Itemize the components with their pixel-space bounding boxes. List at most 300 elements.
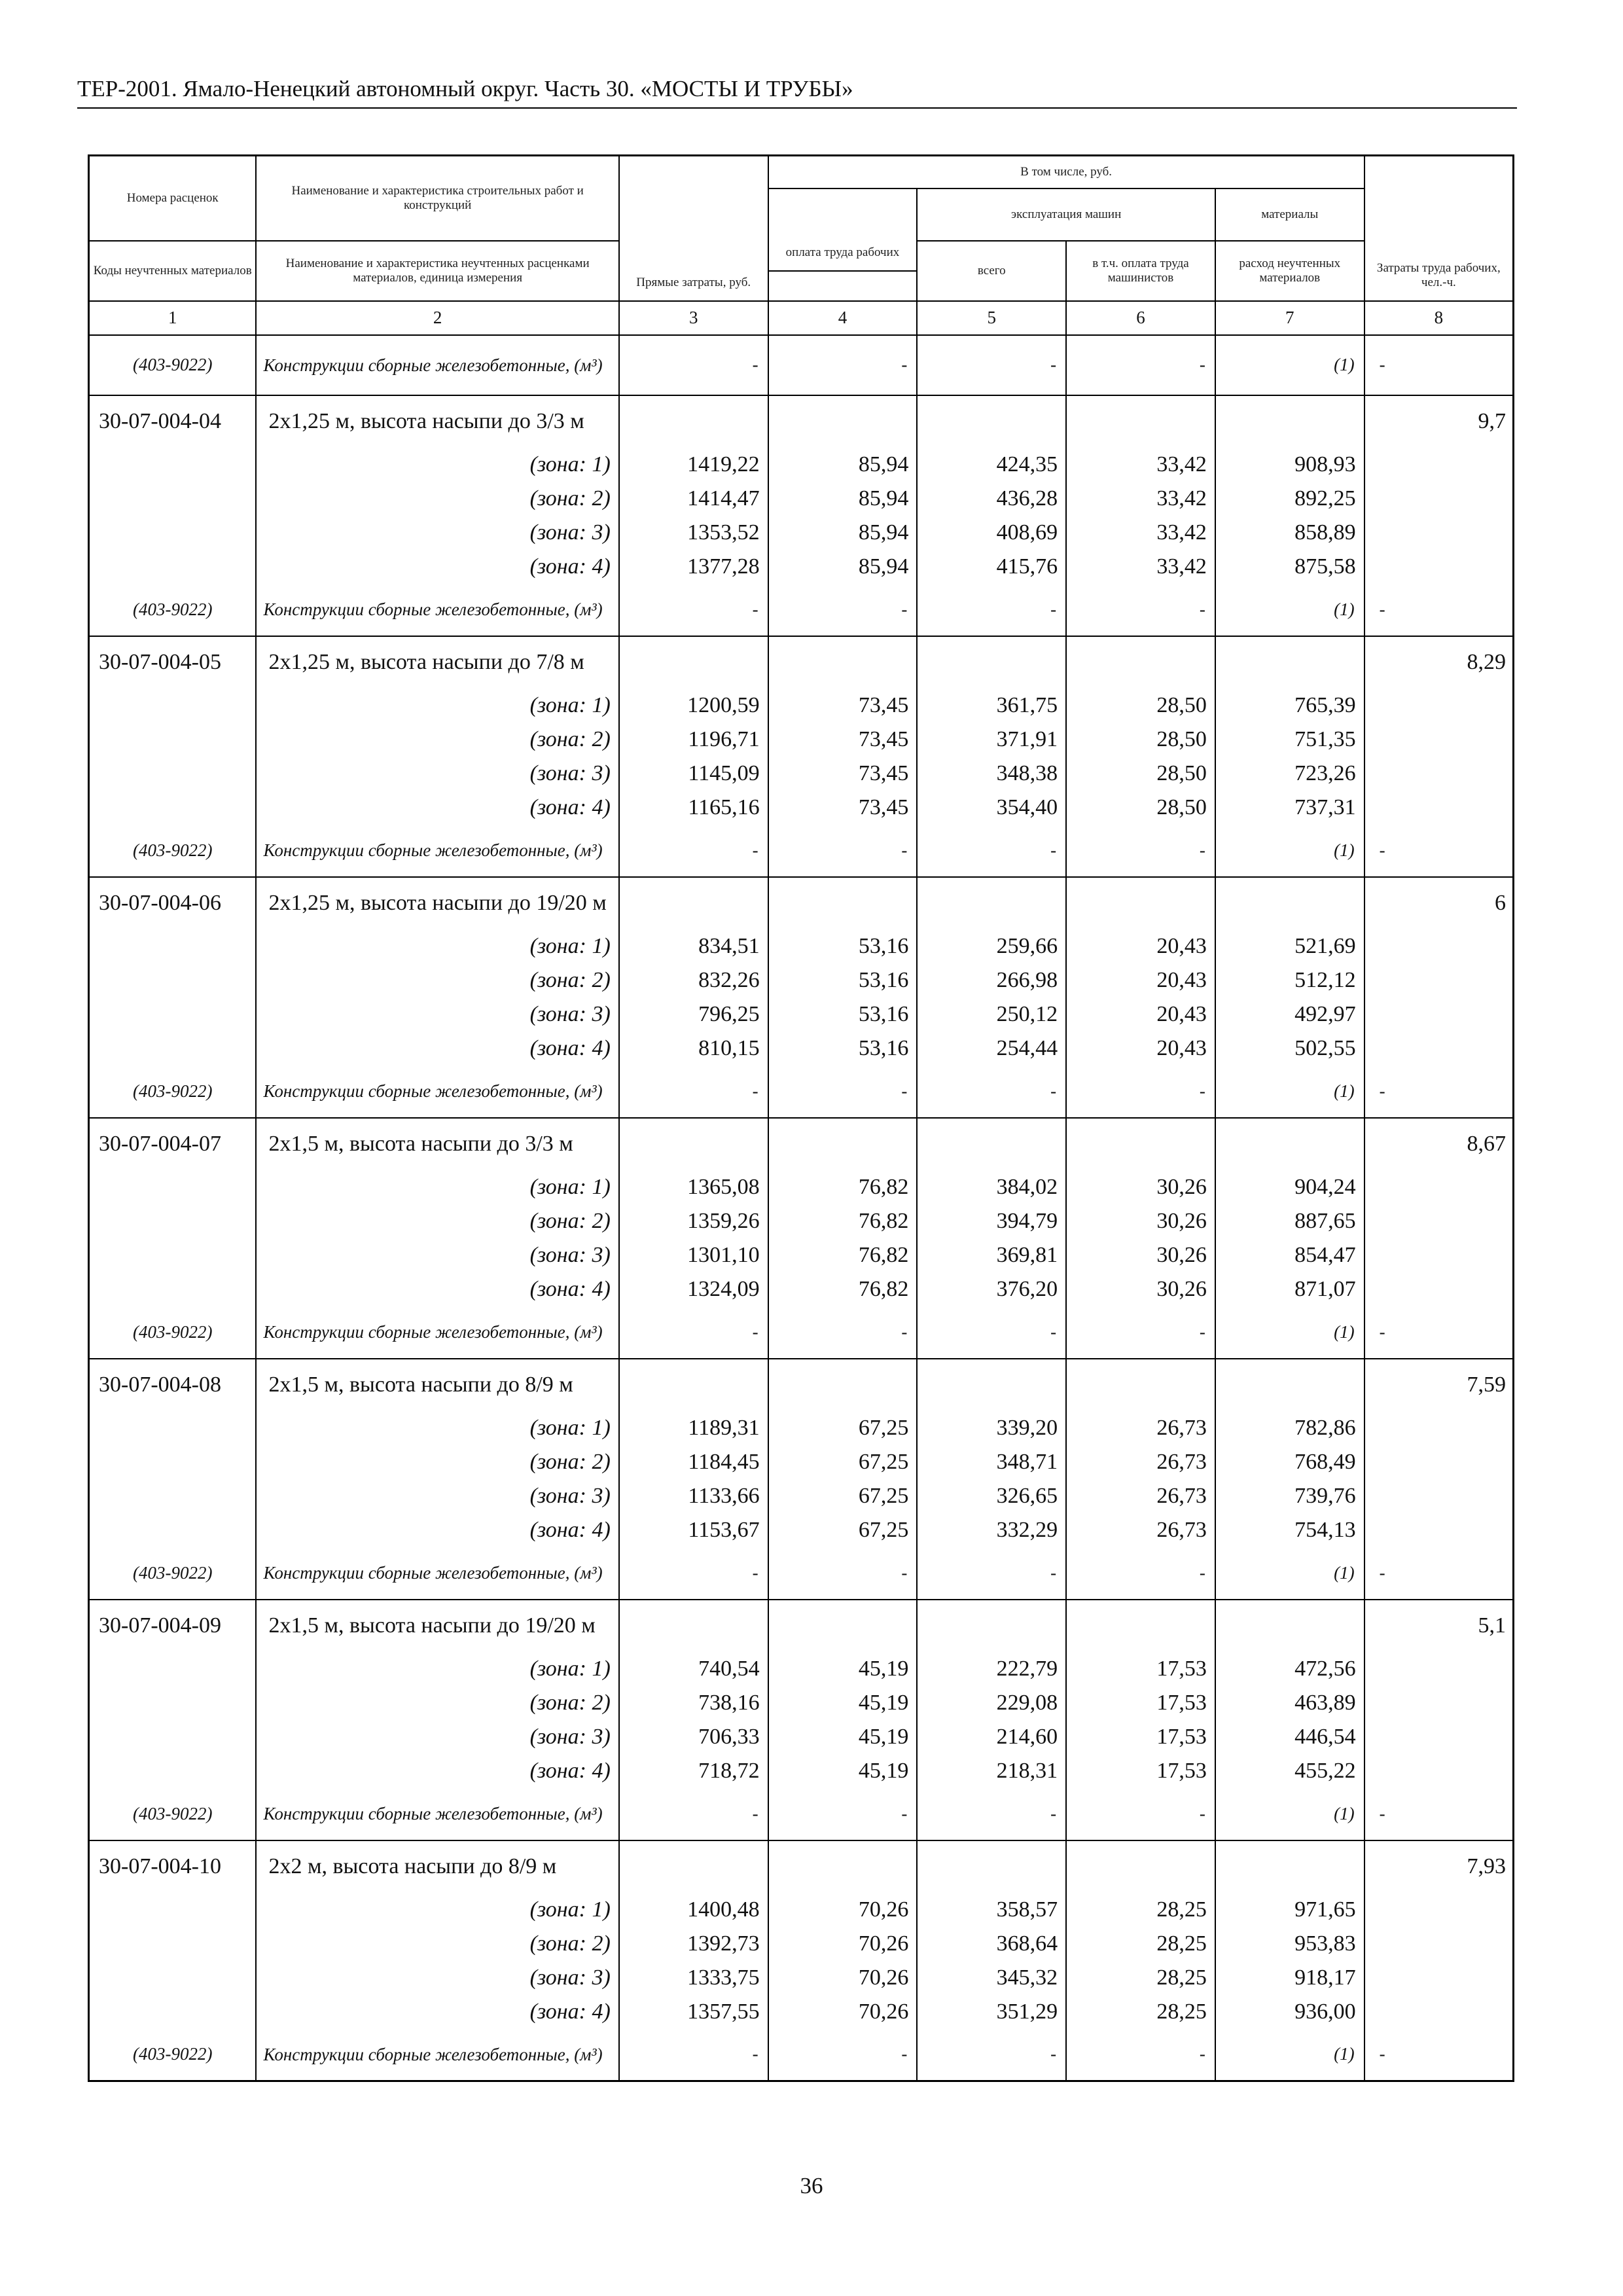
- direct-cost: 1301,10: [619, 1238, 768, 1272]
- direct-cost: 740,54: [619, 1652, 768, 1686]
- material-consumption: (1): [1215, 1306, 1364, 1359]
- labor-cost: 8,29: [1364, 636, 1514, 825]
- header-mat-name: Наименование и характеристика неучтенных расценками материалов, единица измерения: [256, 241, 618, 301]
- materials-cost: 936,00: [1215, 1995, 1364, 2029]
- material-labor: -: [1364, 1066, 1514, 1118]
- materials-cost: 472,56: [1215, 1652, 1364, 1686]
- zone-label: (зона: 2): [256, 482, 618, 516]
- material-consumption: (1): [1215, 584, 1364, 636]
- operator-pay: 20,43: [1066, 963, 1215, 997]
- work-name: 2х1,5 м, высота насыпи до 19/20 м: [256, 1600, 618, 1652]
- worker-pay: 76,82: [768, 1170, 918, 1204]
- operator-pay: 28,25: [1066, 1995, 1215, 2029]
- material-operator: -: [1066, 1066, 1215, 1118]
- material-labor: -: [1364, 1788, 1514, 1840]
- rate-code: 30-07-004-09: [89, 1600, 257, 1652]
- material-operator: -: [1066, 2029, 1215, 2081]
- material-consumption: (1): [1215, 2029, 1364, 2081]
- machines-total: 348,38: [917, 757, 1066, 791]
- labor-cost: 6: [1364, 877, 1514, 1066]
- machines-total: 326,65: [917, 1479, 1066, 1513]
- work-name: 2х1,5 м, высота насыпи до 3/3 м: [256, 1118, 618, 1170]
- rate-code: 30-07-004-04: [89, 395, 257, 448]
- worker-pay: 53,16: [768, 1031, 918, 1066]
- zone-row: [89, 1411, 1514, 1445]
- operator-pay: 26,73: [1066, 1445, 1215, 1479]
- machines-total: 371,91: [917, 723, 1066, 757]
- worker-pay: 45,19: [768, 1652, 918, 1686]
- zone-row: [89, 997, 1514, 1031]
- worker-pay: 70,26: [768, 1961, 918, 1995]
- materials-cost: 918,17: [1215, 1961, 1364, 1995]
- col-number: 4: [768, 301, 918, 335]
- material-direct: -: [619, 1788, 768, 1840]
- material-machines: -: [917, 1066, 1066, 1118]
- zone-label: (зона: 4): [256, 791, 618, 825]
- operator-pay: 17,53: [1066, 1720, 1215, 1754]
- header-work-name: Наименование и характеристика строительных работ и конструкций: [256, 156, 618, 241]
- zone-label: (зона: 2): [256, 723, 618, 757]
- zone-label: (зона: 1): [256, 1411, 618, 1445]
- worker-pay: 53,16: [768, 929, 918, 963]
- materials-cost: 871,07: [1215, 1272, 1364, 1306]
- zone-row: [89, 1754, 1514, 1788]
- worker-pay: 70,26: [768, 1893, 918, 1927]
- worker-pay: 76,82: [768, 1204, 918, 1238]
- header-rate-numbers: Номера расценок: [89, 156, 257, 241]
- worker-pay: 73,45: [768, 689, 918, 723]
- labor-cost: 8,67: [1364, 1118, 1514, 1306]
- header-operator-pay: в т.ч. оплата труда машинистов: [1066, 241, 1215, 301]
- material-labor: -: [1364, 2029, 1514, 2081]
- operator-pay: 33,42: [1066, 550, 1215, 584]
- direct-cost: 1133,66: [619, 1479, 768, 1513]
- zone-row: [89, 1238, 1514, 1272]
- operator-pay: 30,26: [1066, 1238, 1215, 1272]
- material-direct: -: [619, 1547, 768, 1600]
- material-pay: -: [768, 1066, 918, 1118]
- zone-row: [89, 550, 1514, 584]
- zone-row: [89, 929, 1514, 963]
- operator-pay: 26,73: [1066, 1513, 1215, 1547]
- material-code: (403-9022): [89, 825, 257, 877]
- col-number: 2: [256, 301, 618, 335]
- zone-row: [89, 448, 1514, 482]
- machines-total: 339,20: [917, 1411, 1066, 1445]
- direct-cost: 1419,22: [619, 448, 768, 482]
- worker-pay: 67,25: [768, 1445, 918, 1479]
- col-number: 8: [1364, 301, 1514, 335]
- material-direct: -: [619, 584, 768, 636]
- material-name: Конструкции сборные железобетонные, (м³): [256, 1788, 618, 1840]
- materials-cost: 971,65: [1215, 1893, 1364, 1927]
- material-code: (403-9022): [89, 2029, 257, 2081]
- operator-pay: 28,25: [1066, 1927, 1215, 1961]
- machines-total: 345,32: [917, 1961, 1066, 1995]
- material-pay: -: [768, 1547, 918, 1600]
- header-mat-consumption: расход неучтенных материалов: [1215, 241, 1364, 301]
- labor-cost: 5,1: [1364, 1600, 1514, 1788]
- worker-pay: 67,25: [768, 1479, 918, 1513]
- direct-cost: 718,72: [619, 1754, 768, 1788]
- worker-pay: 45,19: [768, 1720, 918, 1754]
- zone-label: (зона: 2): [256, 963, 618, 997]
- machines-total: 384,02: [917, 1170, 1066, 1204]
- materials-cost: 455,22: [1215, 1754, 1364, 1788]
- materials-cost: 768,49: [1215, 1445, 1364, 1479]
- direct-cost: 1324,09: [619, 1272, 768, 1306]
- zone-row: [89, 1513, 1514, 1547]
- material-labor: -: [1364, 825, 1514, 877]
- machines-total: 358,57: [917, 1893, 1066, 1927]
- worker-pay: 67,25: [768, 1513, 918, 1547]
- rates-table: [88, 154, 1514, 2082]
- direct-cost: 1414,47: [619, 482, 768, 516]
- worker-pay: 73,45: [768, 791, 918, 825]
- machines-total: 376,20: [917, 1272, 1066, 1306]
- material-row: [89, 2029, 1514, 2081]
- materials-cost: 751,35: [1215, 723, 1364, 757]
- material-operator: -: [1066, 335, 1215, 395]
- material-pay: -: [768, 825, 918, 877]
- operator-pay: 20,43: [1066, 929, 1215, 963]
- material-pay: -: [768, 335, 918, 395]
- direct-cost: 1353,52: [619, 516, 768, 550]
- material-row: [89, 1788, 1514, 1840]
- work-name: 2х1,5 м, высота насыпи до 8/9 м: [256, 1359, 618, 1411]
- operator-pay: 33,42: [1066, 448, 1215, 482]
- header-materials: материалы: [1215, 188, 1364, 241]
- machines-total: 254,44: [917, 1031, 1066, 1066]
- zone-label: (зона: 2): [256, 1927, 618, 1961]
- machines-total: 361,75: [917, 689, 1066, 723]
- direct-cost: 1145,09: [619, 757, 768, 791]
- page-header: ТЕР-2001. Ямало-Ненецкий автономный округ. Часть 30. «МОСТЫ И ТРУБЫ»: [77, 73, 1517, 109]
- machines-total: 369,81: [917, 1238, 1066, 1272]
- zone-label: (зона: 4): [256, 1272, 618, 1306]
- zone-label: (зона: 3): [256, 1238, 618, 1272]
- materials-cost: 887,65: [1215, 1204, 1364, 1238]
- worker-pay: 70,26: [768, 1927, 918, 1961]
- material-name: Конструкции сборные железобетонные, (м³): [256, 2029, 618, 2081]
- materials-cost: 446,54: [1215, 1720, 1364, 1754]
- material-pay: -: [768, 1788, 918, 1840]
- zone-label: (зона: 4): [256, 1754, 618, 1788]
- direct-cost: 1365,08: [619, 1170, 768, 1204]
- materials-cost: 892,25: [1215, 482, 1364, 516]
- machines-total: 408,69: [917, 516, 1066, 550]
- rate-code: 30-07-004-05: [89, 636, 257, 689]
- machines-total: 415,76: [917, 550, 1066, 584]
- material-row: [89, 584, 1514, 636]
- material-direct: -: [619, 825, 768, 877]
- material-machines: -: [917, 1788, 1066, 1840]
- machines-total: 424,35: [917, 448, 1066, 482]
- material-row: [89, 1547, 1514, 1600]
- material-code: (403-9022): [89, 1306, 257, 1359]
- machines-total: 218,31: [917, 1754, 1066, 1788]
- zone-row: [89, 1445, 1514, 1479]
- zone-label: (зона: 4): [256, 1513, 618, 1547]
- material-name: Конструкции сборные железобетонные, (м³): [256, 1066, 618, 1118]
- direct-cost: 1333,75: [619, 1961, 768, 1995]
- material-name: Конструкции сборные железобетонные, (м³): [256, 825, 618, 877]
- zone-label: (зона: 3): [256, 516, 618, 550]
- work-name: 2х1,25 м, высота насыпи до 19/20 м: [256, 877, 618, 929]
- header-direct-costs: Прямые затраты, руб.: [619, 156, 768, 301]
- zone-row: [89, 689, 1514, 723]
- col-number: 3: [619, 301, 768, 335]
- materials-cost: 765,39: [1215, 689, 1364, 723]
- material-operator: -: [1066, 825, 1215, 877]
- materials-cost: 512,12: [1215, 963, 1364, 997]
- materials-cost: 492,97: [1215, 997, 1364, 1031]
- work-name: 2х1,25 м, высота насыпи до 7/8 м: [256, 636, 618, 689]
- zone-row: [89, 1031, 1514, 1066]
- worker-pay: 67,25: [768, 1411, 918, 1445]
- material-consumption: (1): [1215, 825, 1364, 877]
- machines-total: 351,29: [917, 1995, 1066, 2029]
- direct-cost: 1165,16: [619, 791, 768, 825]
- material-machines: -: [917, 1306, 1066, 1359]
- material-direct: -: [619, 2029, 768, 2081]
- header-mat-codes: Коды неучтенных материалов: [89, 241, 257, 301]
- direct-cost: 1400,48: [619, 1893, 768, 1927]
- machines-total: 229,08: [917, 1686, 1066, 1720]
- operator-pay: 33,42: [1066, 516, 1215, 550]
- material-operator: -: [1066, 1547, 1215, 1600]
- operator-pay: 28,50: [1066, 723, 1215, 757]
- worker-pay: 73,45: [768, 723, 918, 757]
- rate-code: 30-07-004-10: [89, 1840, 257, 1893]
- zone-label: (зона: 1): [256, 1893, 618, 1927]
- material-direct: -: [619, 1306, 768, 1359]
- zone-row: [89, 1893, 1514, 1927]
- material-labor: -: [1364, 1306, 1514, 1359]
- direct-cost: 1184,45: [619, 1445, 768, 1479]
- direct-cost: 834,51: [619, 929, 768, 963]
- rate-code: 30-07-004-08: [89, 1359, 257, 1411]
- materials-cost: 908,93: [1215, 448, 1364, 482]
- operator-pay: 20,43: [1066, 1031, 1215, 1066]
- worker-pay: 85,94: [768, 550, 918, 584]
- worker-pay: 45,19: [768, 1754, 918, 1788]
- worker-pay: 85,94: [768, 482, 918, 516]
- material-operator: -: [1066, 1788, 1215, 1840]
- material-row: [89, 1066, 1514, 1118]
- machines-total: 214,60: [917, 1720, 1066, 1754]
- direct-cost: 796,25: [619, 997, 768, 1031]
- direct-cost: 810,15: [619, 1031, 768, 1066]
- machines-total: 250,12: [917, 997, 1066, 1031]
- machines-total: 354,40: [917, 791, 1066, 825]
- material-pay: -: [768, 584, 918, 636]
- zone-label: (зона: 1): [256, 689, 618, 723]
- work-name: 2х1,25 м, высота насыпи до 3/3 м: [256, 395, 618, 448]
- zone-row: [89, 1652, 1514, 1686]
- worker-pay: 70,26: [768, 1995, 918, 2029]
- zone-label: (зона: 1): [256, 1170, 618, 1204]
- material-labor: -: [1364, 1547, 1514, 1600]
- zone-row: [89, 757, 1514, 791]
- zone-row: [89, 791, 1514, 825]
- zone-row: [89, 1204, 1514, 1238]
- material-code: (403-9022): [89, 1547, 257, 1600]
- operator-pay: 17,53: [1066, 1652, 1215, 1686]
- zone-label: (зона: 1): [256, 448, 618, 482]
- operator-pay: 20,43: [1066, 997, 1215, 1031]
- material-name: Конструкции сборные железобетонные, (м³): [256, 1306, 618, 1359]
- machines-total: 394,79: [917, 1204, 1066, 1238]
- material-labor: -: [1364, 335, 1514, 395]
- operator-pay: 28,50: [1066, 757, 1215, 791]
- material-name: Конструкции сборные железобетонные, (м³): [256, 335, 618, 395]
- operator-pay: 28,25: [1066, 1961, 1215, 1995]
- machines-total: 332,29: [917, 1513, 1066, 1547]
- material-row: [89, 1306, 1514, 1359]
- zone-label: (зона: 3): [256, 1961, 618, 1995]
- materials-cost: 502,55: [1215, 1031, 1364, 1066]
- materials-cost: 953,83: [1215, 1927, 1364, 1961]
- operator-pay: 30,26: [1066, 1170, 1215, 1204]
- rates-body: [89, 395, 1514, 2081]
- material-name: Конструкции сборные железобетонные, (м³): [256, 1547, 618, 1600]
- worker-pay: 76,82: [768, 1272, 918, 1306]
- worker-pay: 73,45: [768, 757, 918, 791]
- operator-pay: 33,42: [1066, 482, 1215, 516]
- operator-pay: 17,53: [1066, 1754, 1215, 1788]
- direct-cost: 738,16: [619, 1686, 768, 1720]
- direct-cost: 1196,71: [619, 723, 768, 757]
- zone-label: (зона: 2): [256, 1686, 618, 1720]
- worker-pay: 76,82: [768, 1238, 918, 1272]
- material-code: (403-9022): [89, 1788, 257, 1840]
- zone-label: (зона: 2): [256, 1445, 618, 1479]
- machines-total: 348,71: [917, 1445, 1066, 1479]
- materials-cost: 754,13: [1215, 1513, 1364, 1547]
- zone-row: [89, 1927, 1514, 1961]
- header-including: В том числе, руб.: [768, 156, 1364, 188]
- material-direct: -: [619, 1066, 768, 1118]
- material-machines: -: [917, 2029, 1066, 2081]
- zone-row: [89, 1961, 1514, 1995]
- material-code: (403-9022): [89, 335, 257, 395]
- zone-label: (зона: 4): [256, 1995, 618, 2029]
- direct-cost: 1200,59: [619, 689, 768, 723]
- material-pay: -: [768, 1306, 918, 1359]
- direct-cost: 1189,31: [619, 1411, 768, 1445]
- worker-pay: 53,16: [768, 963, 918, 997]
- material-name: Конструкции сборные железобетонные, (м³): [256, 584, 618, 636]
- machines-total: 436,28: [917, 482, 1066, 516]
- material-operator: -: [1066, 1306, 1215, 1359]
- worker-pay: 85,94: [768, 448, 918, 482]
- col-number: 1: [89, 301, 257, 335]
- rate-code: 30-07-004-06: [89, 877, 257, 929]
- header-machines: эксплуатация машин: [917, 188, 1215, 241]
- material-consumption: (1): [1215, 1066, 1364, 1118]
- col-number: 6: [1066, 301, 1215, 335]
- labor-cost: 7,93: [1364, 1840, 1514, 2029]
- materials-cost: 858,89: [1215, 516, 1364, 550]
- material-machines: -: [917, 1547, 1066, 1600]
- zone-label: (зона: 4): [256, 550, 618, 584]
- material-consumption: (1): [1215, 1547, 1364, 1600]
- operator-pay: 26,73: [1066, 1479, 1215, 1513]
- labor-cost: 9,7: [1364, 395, 1514, 584]
- operator-pay: 28,50: [1066, 791, 1215, 825]
- direct-cost: 1359,26: [619, 1204, 768, 1238]
- worker-pay: 53,16: [768, 997, 918, 1031]
- zone-label: (зона: 3): [256, 1479, 618, 1513]
- material-operator: -: [1066, 584, 1215, 636]
- worker-pay: 85,94: [768, 516, 918, 550]
- zone-row: [89, 1479, 1514, 1513]
- header-total: всего: [917, 241, 1066, 301]
- operator-pay: 28,50: [1066, 689, 1215, 723]
- zone-label: (зона: 3): [256, 757, 618, 791]
- zone-row: [89, 1995, 1514, 2029]
- labor-cost: 7,59: [1364, 1359, 1514, 1547]
- operator-pay: 30,26: [1066, 1204, 1215, 1238]
- material-code: (403-9022): [89, 584, 257, 636]
- materials-cost: 723,26: [1215, 757, 1364, 791]
- direct-cost: 1153,67: [619, 1513, 768, 1547]
- material-machines: -: [917, 335, 1066, 395]
- direct-cost: 1377,28: [619, 550, 768, 584]
- material-direct: -: [619, 335, 768, 395]
- operator-pay: 30,26: [1066, 1272, 1215, 1306]
- direct-cost: 706,33: [619, 1720, 768, 1754]
- machines-total: 266,98: [917, 963, 1066, 997]
- zone-row: [89, 723, 1514, 757]
- zone-label: (зона: 4): [256, 1031, 618, 1066]
- materials-cost: 463,89: [1215, 1686, 1364, 1720]
- machines-total: 368,64: [917, 1927, 1066, 1961]
- col-number: 5: [917, 301, 1066, 335]
- material-code: (403-9022): [89, 1066, 257, 1118]
- materials-cost: 521,69: [1215, 929, 1364, 963]
- material-machines: -: [917, 584, 1066, 636]
- material-labor: -: [1364, 584, 1514, 636]
- material-consumption: (1): [1215, 1788, 1364, 1840]
- zone-row: [89, 1170, 1514, 1204]
- operator-pay: 26,73: [1066, 1411, 1215, 1445]
- worker-pay: 45,19: [768, 1686, 918, 1720]
- material-machines: -: [917, 825, 1066, 877]
- machines-total: 222,79: [917, 1652, 1066, 1686]
- header-worker-pay: оплата труда рабочих: [768, 188, 918, 271]
- materials-cost: 737,31: [1215, 791, 1364, 825]
- material-row: [89, 825, 1514, 877]
- direct-cost: 832,26: [619, 963, 768, 997]
- materials-cost: 782,86: [1215, 1411, 1364, 1445]
- machines-total: 259,66: [917, 929, 1066, 963]
- zone-label: (зона: 1): [256, 929, 618, 963]
- zone-label: (зона: 3): [256, 1720, 618, 1754]
- zone-label: (зона: 3): [256, 997, 618, 1031]
- rate-code: 30-07-004-07: [89, 1118, 257, 1170]
- zone-label: (зона: 1): [256, 1652, 618, 1686]
- header-labor: Затраты труда рабочих, чел.-ч.: [1364, 156, 1514, 301]
- zone-row: [89, 482, 1514, 516]
- page-number: 36: [800, 2173, 823, 2198]
- material-pay: -: [768, 2029, 918, 2081]
- materials-cost: 854,47: [1215, 1238, 1364, 1272]
- operator-pay: 28,25: [1066, 1893, 1215, 1927]
- materials-cost: 739,76: [1215, 1479, 1364, 1513]
- zone-row: [89, 1720, 1514, 1754]
